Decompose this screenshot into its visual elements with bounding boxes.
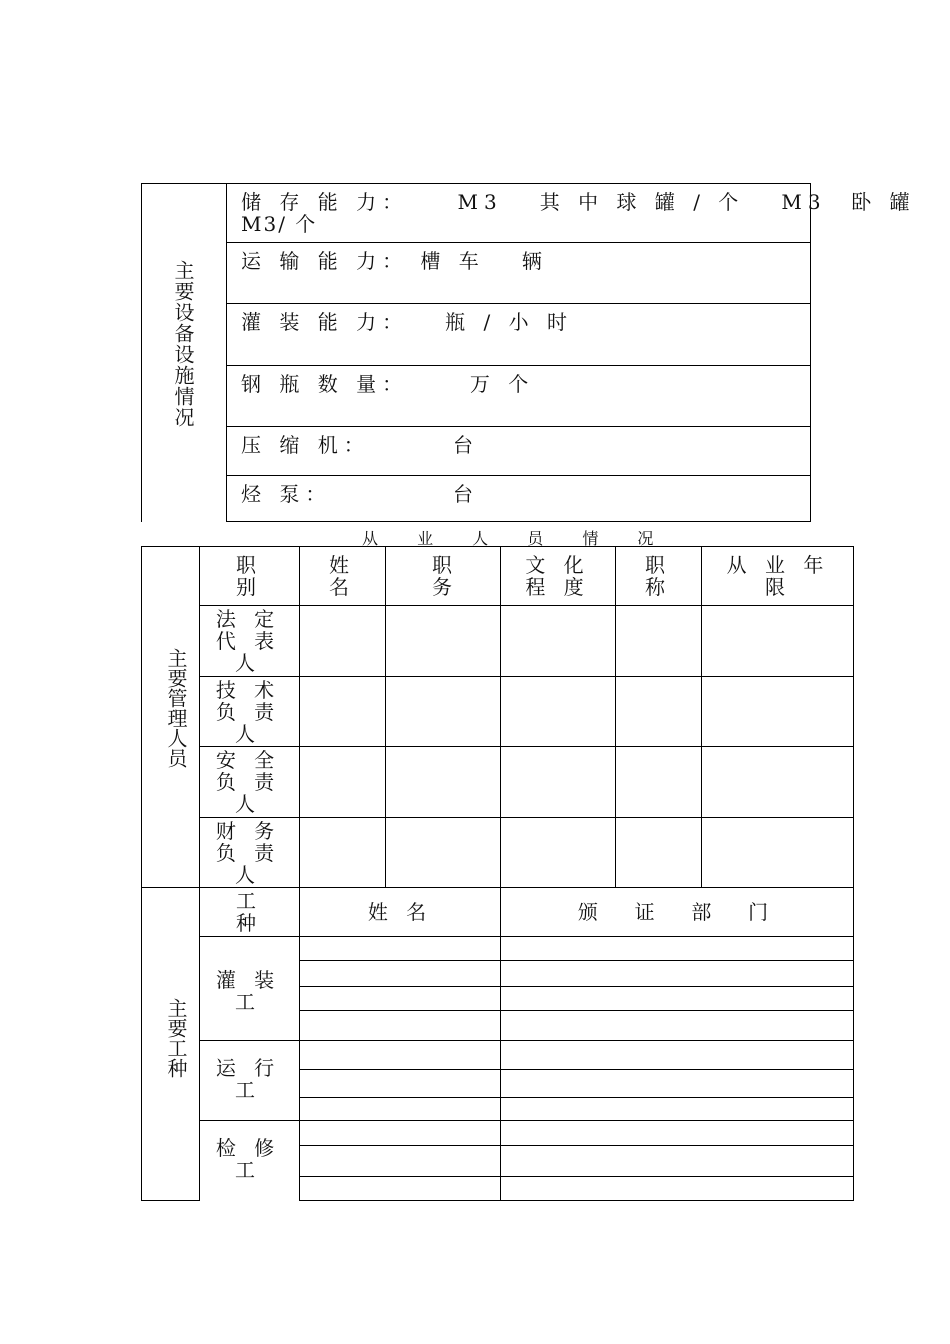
- row-divider: [226, 303, 811, 304]
- storage-capacity-cont: M3/ 个: [241, 212, 318, 236]
- row-divider: [199, 746, 854, 747]
- pump-label: 烃 泵：: [241, 482, 332, 506]
- row-divider: [199, 605, 854, 606]
- compressor-unit: 台: [453, 433, 479, 457]
- transport-capacity: 运 输 能 力： 槽 车 辆: [241, 249, 548, 273]
- group-label-maintenance: 检 修 工: [215, 1136, 281, 1182]
- header-trade: 工 种: [236, 889, 262, 935]
- table-border: [141, 546, 142, 1201]
- header-duty: 职 务: [432, 553, 458, 599]
- cylinder-count: 钢 瓶 数 量： 万 个: [241, 372, 535, 396]
- header-name: 姓 名: [329, 553, 355, 599]
- table-border: [226, 183, 227, 522]
- header-education: 文 化 程 度: [525, 553, 590, 599]
- filling-capacity: 灌 装 能 力： 瓶 / 小 时: [241, 310, 573, 334]
- table-border: [853, 887, 854, 1201]
- row-divider: [299, 1010, 854, 1011]
- table-border: [853, 546, 854, 887]
- row-divider: [199, 936, 854, 937]
- row-divider: [299, 1200, 854, 1201]
- row-divider: [226, 475, 811, 476]
- header-issuer: 颁 证 部 门: [577, 900, 777, 924]
- header-position: 职 别: [236, 553, 262, 599]
- compressor-label: 压 缩 机：: [241, 433, 370, 457]
- column-divider: [615, 546, 616, 887]
- row-divider: [199, 817, 854, 818]
- row-divider: [299, 1145, 854, 1146]
- row-divider: [299, 1097, 854, 1098]
- management-section-label: 主要管理人员: [164, 648, 188, 768]
- column-divider: [199, 546, 200, 1201]
- row-divider: [199, 676, 854, 677]
- row-divider: [226, 426, 811, 427]
- equipment-section-label: 主要设备设施情况: [171, 260, 195, 428]
- row-label-safety-lead: 安 全 负 责 人: [215, 748, 281, 816]
- row-divider: [199, 1120, 854, 1121]
- row-divider: [141, 1200, 199, 1201]
- staff-caption: 从 业 人 员 情 况: [362, 529, 654, 548]
- row-divider: [299, 986, 854, 987]
- row-divider: [226, 521, 811, 522]
- group-label-operation: 运 行 工: [215, 1056, 281, 1102]
- header-years: 从 业 年 限: [726, 553, 830, 599]
- header-title: 职 称: [645, 553, 671, 599]
- column-divider: [385, 546, 386, 887]
- row-divider: [299, 1176, 854, 1177]
- row-divider: [199, 1040, 854, 1041]
- workers-section-label: 主要工种: [164, 998, 188, 1078]
- row-divider: [299, 1069, 854, 1070]
- storage-capacity: 储 存 能 力： M3 其 中 球 罐 / 个 M3 卧 罐: [241, 190, 916, 214]
- table-border: [810, 183, 811, 522]
- pump-unit: 台: [453, 482, 479, 506]
- column-divider: [299, 546, 300, 1201]
- column-divider: [701, 546, 702, 887]
- row-label-finance-lead: 财 务 负 责 人: [215, 819, 281, 887]
- row-divider: [226, 242, 811, 243]
- group-label-filling: 灌 装 工: [215, 968, 281, 1014]
- row-label-legal-rep: 法 定 代 表 人: [215, 607, 281, 675]
- row-divider: [299, 960, 854, 961]
- row-label-tech-lead: 技 术 负 责 人: [215, 678, 281, 746]
- table-border: [141, 183, 811, 184]
- table-border: [141, 546, 854, 547]
- column-divider: [500, 546, 501, 1201]
- table-border: [141, 183, 142, 522]
- row-divider: [226, 365, 811, 366]
- header-worker-name: 姓 名: [367, 900, 433, 924]
